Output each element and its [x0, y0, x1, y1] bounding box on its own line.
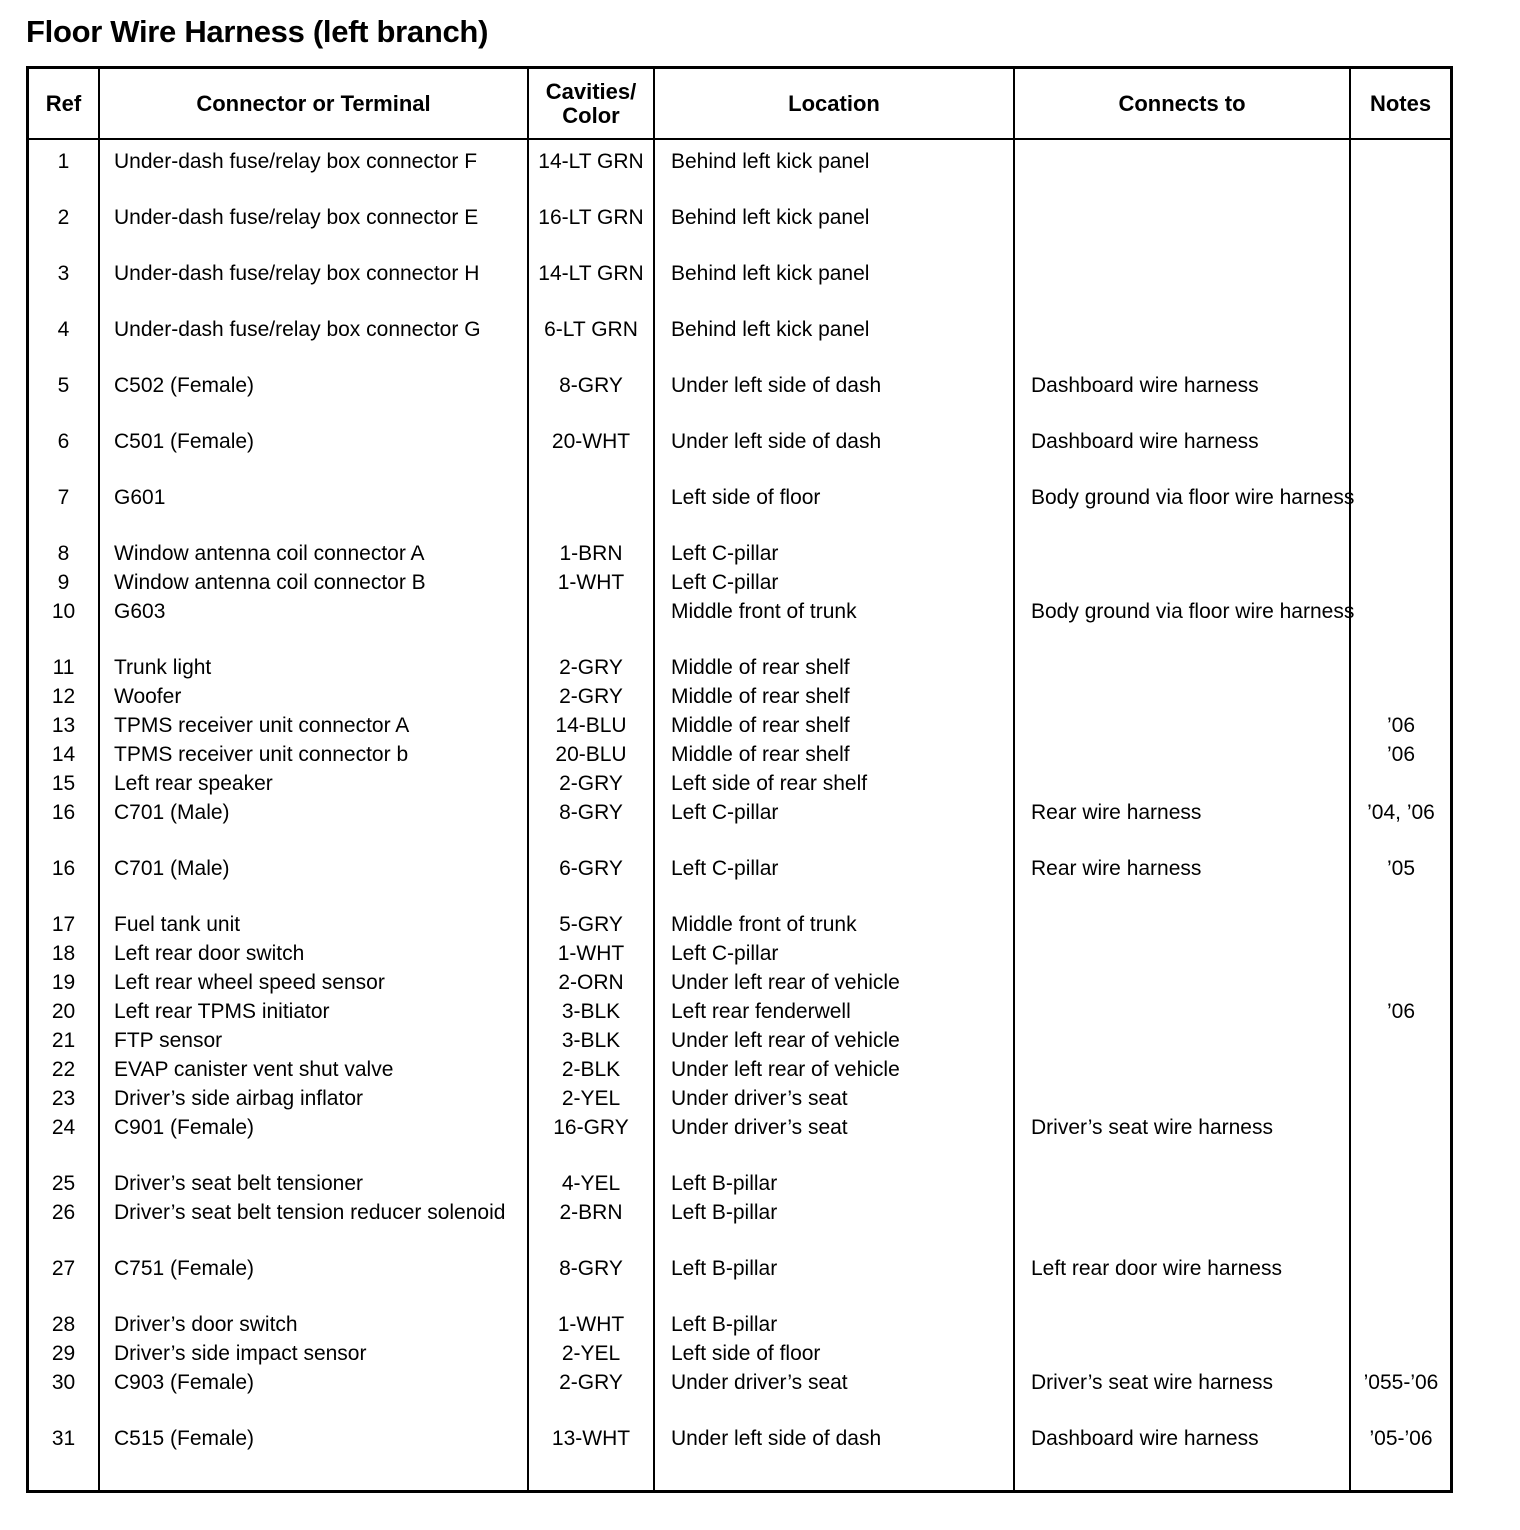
cavities-cell: 6-LT GRN: [544, 318, 638, 341]
location-cell: Middle front of trunk: [671, 913, 857, 936]
ref-cell: 14: [51, 743, 76, 766]
table-row: [29, 420, 1450, 476]
connector-cell: Woofer: [114, 685, 182, 708]
connects-to-cell: Dashboard wire harness: [1031, 430, 1259, 453]
table-row: [29, 932, 1450, 965]
table-row: [29, 733, 1450, 766]
connector-cell: C501 (Female): [114, 430, 255, 453]
ref-cell: 9: [57, 571, 70, 594]
ref-cell: 18: [51, 942, 76, 965]
connects-to-cell: Driver’s seat wire harness: [1031, 1371, 1273, 1394]
cavities-cell: 1-BRN: [559, 542, 623, 565]
cavities-cell: 1-WHT: [557, 571, 625, 594]
table-body: [29, 140, 1450, 1473]
table-row: [29, 364, 1450, 420]
connector-cell: C701 (Male): [114, 801, 230, 824]
location-cell: Left C-pillar: [671, 571, 779, 594]
table-row: [29, 1106, 1450, 1162]
notes-cell: ’06: [1386, 714, 1416, 737]
cavities-cell: 2-GRY: [559, 656, 623, 679]
connector-cell: C751 (Female): [114, 1257, 255, 1280]
ref-cell: 4: [57, 318, 70, 341]
ref-cell: 21: [51, 1029, 76, 1052]
location-cell: Under left rear of vehicle: [671, 971, 900, 994]
ref-cell: 13: [51, 714, 76, 737]
location-cell: Behind left kick panel: [671, 206, 870, 229]
header-connects-to: Connects to: [1118, 90, 1246, 116]
cavities-cell: 14-LT GRN: [538, 150, 644, 173]
ref-cell: 12: [51, 685, 76, 708]
cavities-cell: 2-GRY: [559, 685, 623, 708]
ref-cell: 10: [51, 600, 76, 623]
location-cell: Behind left kick panel: [671, 150, 870, 173]
ref-cell: 26: [51, 1201, 76, 1224]
connector-cell: Window antenna coil connector A: [114, 542, 425, 565]
table-row: [29, 903, 1450, 936]
connects-to-cell: Body ground via floor wire harness: [1031, 486, 1355, 509]
ref-cell: 30: [51, 1371, 76, 1394]
notes-cell: ’055-’06: [1363, 1371, 1439, 1394]
table-row: [29, 196, 1450, 252]
connects-to-cell: Left rear door wire harness: [1031, 1257, 1282, 1280]
cavities-cell: 1-WHT: [557, 1313, 625, 1336]
ref-cell: 31: [51, 1427, 76, 1450]
ref-cell: 17: [51, 913, 76, 936]
cavities-cell: 13-WHT: [551, 1427, 631, 1450]
connector-cell: G601: [114, 486, 166, 509]
header-cavities: [529, 69, 653, 138]
table-row: [29, 791, 1450, 847]
connector-cell: Left rear wheel speed sensor: [114, 971, 385, 994]
connector-cell: Driver’s door switch: [114, 1313, 298, 1336]
connector-cell: C515 (Female): [114, 1427, 255, 1450]
ref-cell: 20: [51, 1000, 76, 1023]
cavities-cell: 2-GRY: [559, 1371, 623, 1394]
harness-table: [26, 66, 1453, 1493]
table-row: [29, 1303, 1450, 1336]
table-row: [29, 704, 1450, 737]
notes-cell: ’06: [1386, 1000, 1416, 1023]
cavities-cell: 5-GRY: [559, 913, 623, 936]
cavities-cell: 8-GRY: [559, 801, 623, 824]
connector-cell: Driver’s seat belt tensioner: [114, 1172, 364, 1195]
header-connector: Connector or Terminal: [196, 90, 431, 116]
cavities-cell: 16-LT GRN: [538, 206, 644, 229]
connector-cell: Driver’s side airbag inflator: [114, 1087, 363, 1110]
connector-cell: TPMS receiver unit connector A: [114, 714, 410, 737]
table-row: [29, 1417, 1450, 1473]
location-cell: Left side of floor: [671, 486, 821, 509]
connector-cell: G603: [114, 600, 166, 623]
ref-cell: 8: [57, 542, 70, 565]
cavities-cell: 8-GRY: [559, 374, 623, 397]
notes-cell: ’05: [1386, 857, 1416, 880]
ref-cell: 28: [51, 1313, 76, 1336]
connector-cell: C901 (Female): [114, 1116, 255, 1139]
cavities-cell: 2-YEL: [561, 1342, 621, 1365]
table-row: [29, 308, 1450, 364]
ref-cell: 3: [57, 262, 70, 285]
cavities-cell: 14-BLU: [555, 714, 627, 737]
location-cell: Middle of rear shelf: [671, 714, 850, 737]
table-row: [29, 1019, 1450, 1052]
table-row: [29, 1361, 1450, 1417]
location-cell: Under left side of dash: [671, 374, 882, 397]
cavities-cell: 2-ORN: [558, 971, 624, 994]
location-cell: Under driver’s seat: [671, 1087, 848, 1110]
location-cell: Middle of rear shelf: [671, 656, 850, 679]
connects-to-cell: Dashboard wire harness: [1031, 374, 1259, 397]
connects-to-cell: Rear wire harness: [1031, 801, 1202, 824]
connector-cell: Under-dash fuse/relay box connector H: [114, 262, 480, 285]
ref-cell: 29: [51, 1342, 76, 1365]
location-cell: Behind left kick panel: [671, 262, 870, 285]
connector-cell: Left rear door switch: [114, 942, 305, 965]
header-cavities-line2: Color: [562, 102, 620, 128]
ref-cell: 25: [51, 1172, 76, 1195]
ref-cell: 24: [51, 1116, 76, 1139]
table-row: [29, 762, 1450, 795]
ref-cell: 6: [57, 430, 70, 453]
table-row: [29, 1332, 1450, 1365]
table-row: [29, 1048, 1450, 1081]
table-row: [29, 646, 1450, 679]
cavities-cell: 2-BRN: [559, 1201, 623, 1224]
cavities-cell: 2-BLK: [561, 1058, 621, 1081]
table-row: [29, 847, 1450, 903]
table-row: [29, 1162, 1450, 1195]
connector-cell: Under-dash fuse/relay box connector F: [114, 150, 478, 173]
ref-cell: 2: [57, 206, 70, 229]
ref-cell: 16: [51, 857, 76, 880]
cavities-cell: 2-YEL: [561, 1087, 621, 1110]
header-location: Location: [788, 90, 880, 116]
notes-cell: ’04, ’06: [1367, 801, 1435, 824]
table-row: [29, 1191, 1450, 1247]
location-cell: Left C-pillar: [671, 801, 779, 824]
table-row: [29, 140, 1450, 196]
cavities-cell: 8-GRY: [559, 1257, 623, 1280]
connector-cell: C903 (Female): [114, 1371, 255, 1394]
ref-cell: 23: [51, 1087, 76, 1110]
location-cell: Middle front of trunk: [671, 600, 857, 623]
notes-cell: ’06: [1386, 743, 1416, 766]
connector-cell: FTP sensor: [114, 1029, 223, 1052]
location-cell: Left C-pillar: [671, 542, 779, 565]
connector-cell: EVAP canister vent shut valve: [114, 1058, 394, 1081]
location-cell: Under left side of dash: [671, 430, 882, 453]
cavities-cell: 14-LT GRN: [538, 262, 644, 285]
connector-cell: TPMS receiver unit connector b: [114, 743, 409, 766]
connector-cell: C701 (Male): [114, 857, 230, 880]
location-cell: Left side of rear shelf: [671, 772, 868, 795]
connector-cell: Under-dash fuse/relay box connector E: [114, 206, 479, 229]
header-cavities-line1: Cavities/: [545, 78, 637, 104]
table-row: [29, 990, 1450, 1023]
location-cell: Middle of rear shelf: [671, 685, 850, 708]
connector-cell: Trunk light: [114, 656, 212, 679]
connects-to-cell: Rear wire harness: [1031, 857, 1202, 880]
cavities-cell: 4-YEL: [561, 1172, 621, 1195]
ref-cell: 7: [57, 486, 70, 509]
location-cell: Under driver’s seat: [671, 1371, 848, 1394]
connector-cell: Window antenna coil connector B: [114, 571, 426, 594]
table-row: [29, 532, 1450, 565]
table-row: [29, 590, 1450, 646]
ref-cell: 1: [57, 150, 70, 173]
location-cell: Left rear fenderwell: [671, 1000, 851, 1023]
table-row: [29, 1077, 1450, 1110]
table-row: [29, 252, 1450, 308]
ref-cell: 22: [51, 1058, 76, 1081]
connector-cell: C502 (Female): [114, 374, 255, 397]
table-row: [29, 961, 1450, 994]
cavities-cell: 20-BLU: [555, 743, 627, 766]
cavities-cell: 1-WHT: [557, 942, 625, 965]
location-cell: Left C-pillar: [671, 942, 779, 965]
connector-cell: Under-dash fuse/relay box connector G: [114, 318, 481, 341]
location-cell: Left B-pillar: [671, 1313, 778, 1336]
cavities-cell: 2-GRY: [559, 772, 623, 795]
connects-to-cell: Driver’s seat wire harness: [1031, 1116, 1273, 1139]
location-cell: Under driver’s seat: [671, 1116, 848, 1139]
cavities-cell: 3-BLK: [561, 1029, 621, 1052]
ref-cell: 19: [51, 971, 76, 994]
table-row: [29, 1247, 1450, 1303]
connects-to-cell: Body ground via floor wire harness: [1031, 600, 1355, 623]
cavities-cell: 16-GRY: [553, 1116, 629, 1139]
ref-cell: 11: [52, 656, 75, 679]
page-title: Floor Wire Harness (left branch): [26, 14, 489, 49]
location-cell: Left C-pillar: [671, 857, 779, 880]
ref-cell: 5: [57, 374, 70, 397]
location-cell: Under left rear of vehicle: [671, 1029, 900, 1052]
location-cell: Left B-pillar: [671, 1172, 778, 1195]
table-row: [29, 561, 1450, 594]
location-cell: Left side of floor: [671, 1342, 821, 1365]
cavities-cell: 20-WHT: [551, 430, 631, 453]
ref-cell: 27: [51, 1257, 76, 1280]
location-cell: Left B-pillar: [671, 1257, 778, 1280]
cavities-cell: 6-GRY: [559, 857, 623, 880]
cavities-cell: 3-BLK: [561, 1000, 621, 1023]
location-cell: Under left side of dash: [671, 1427, 882, 1450]
connector-cell: Left rear TPMS initiator: [114, 1000, 330, 1023]
location-cell: Left B-pillar: [671, 1201, 778, 1224]
connector-cell: Driver’s side impact sensor: [114, 1342, 367, 1365]
connects-to-cell: Dashboard wire harness: [1031, 1427, 1259, 1450]
connector-cell: Fuel tank unit: [114, 913, 241, 936]
location-cell: Behind left kick panel: [671, 318, 870, 341]
connector-cell: Driver’s seat belt tension reducer solenoid: [114, 1201, 506, 1224]
ref-cell: 15: [51, 772, 76, 795]
table-row: [29, 675, 1450, 708]
notes-cell: ’05-’06: [1369, 1427, 1433, 1450]
ref-cell: 16: [51, 801, 76, 824]
header-ref: Ref: [45, 90, 82, 116]
header-notes: Notes: [1369, 90, 1432, 116]
table-row: [29, 476, 1450, 532]
connector-cell: Left rear speaker: [114, 772, 273, 795]
location-cell: Under left rear of vehicle: [671, 1058, 900, 1081]
location-cell: Middle of rear shelf: [671, 743, 850, 766]
